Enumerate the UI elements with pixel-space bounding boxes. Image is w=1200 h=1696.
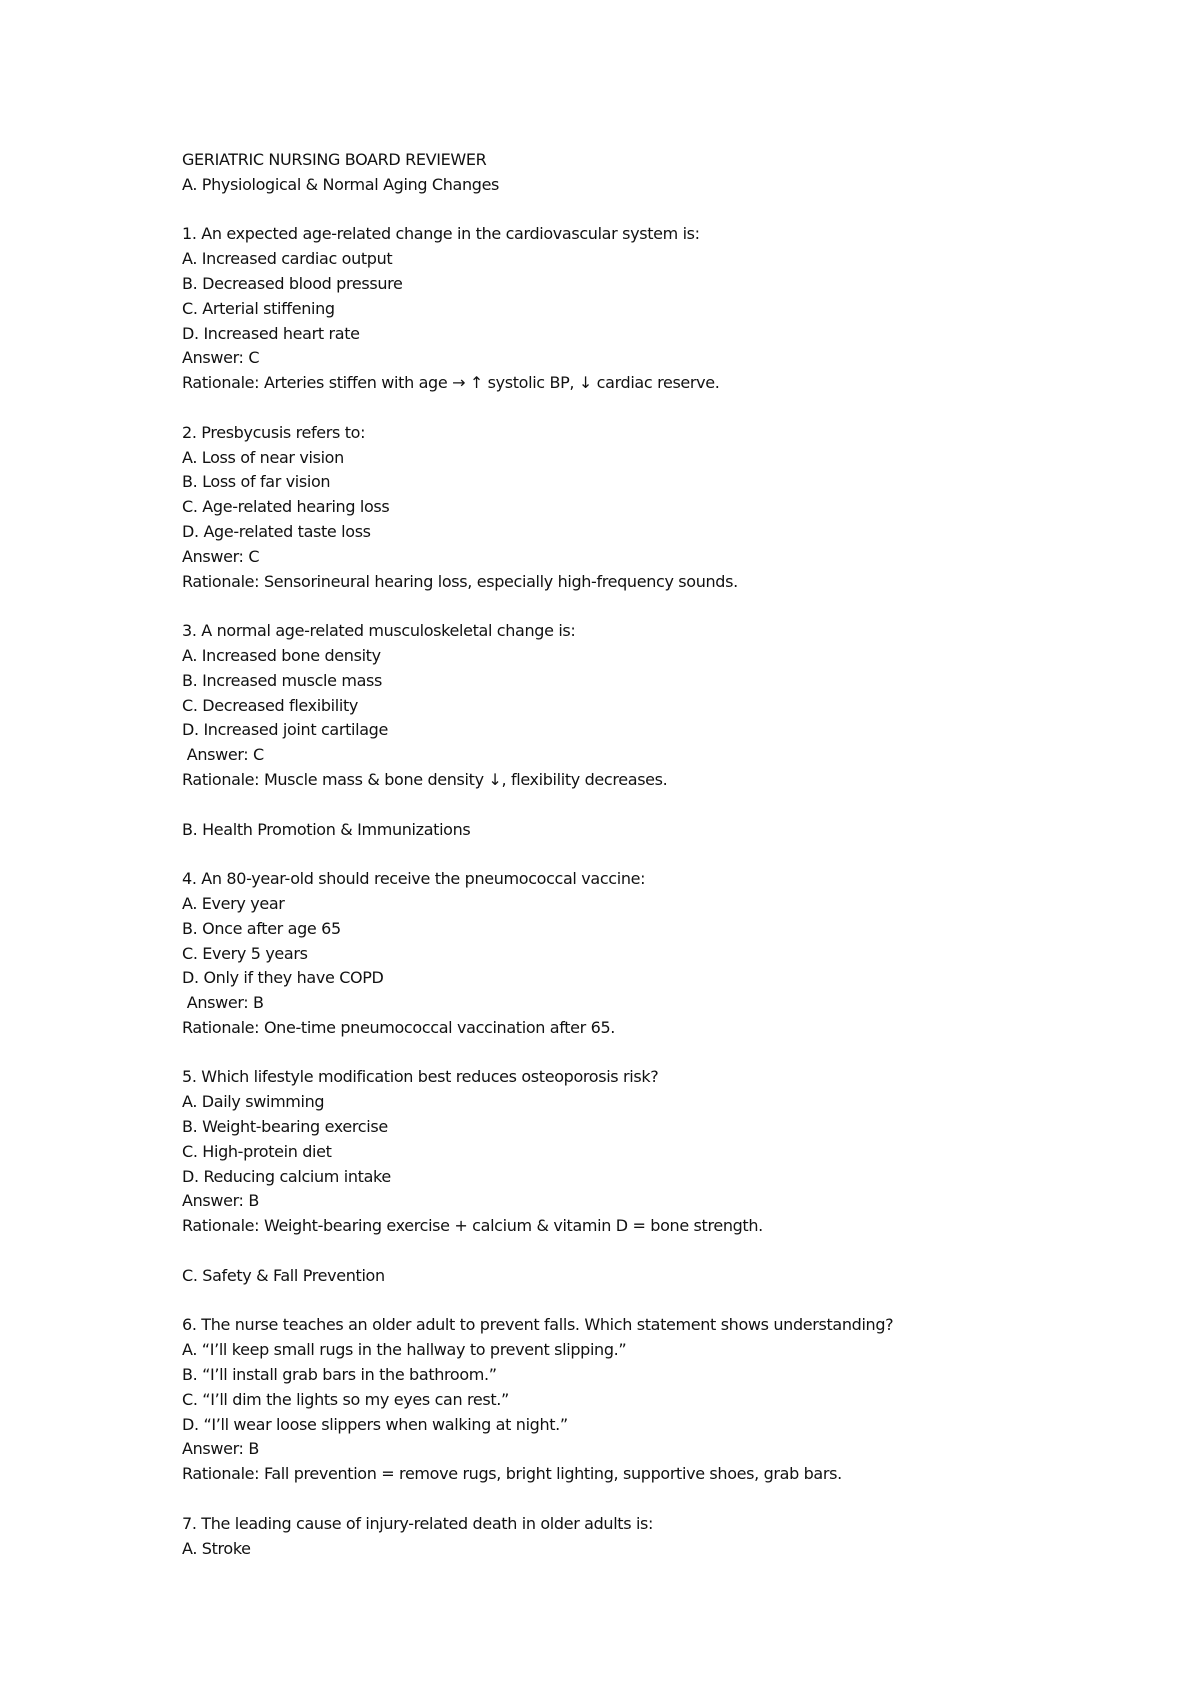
- question-stem: 2. Presbycusis refers to:: [182, 422, 366, 442]
- answer-option: D. Increased joint cartilage: [182, 720, 388, 740]
- answer-option: C. Arterial stiffening: [182, 298, 335, 318]
- question-stem: 3. A normal age-related musculoskeletal change is:: [182, 621, 576, 641]
- rationale-line: Rationale: Weight-bearing exercise + calcium & vitamin D = bone strength.: [182, 1216, 763, 1236]
- rationale-line: Rationale: Fall prevention = remove rugs, bright lighting, supportive shoes, grab bars.: [182, 1464, 842, 1484]
- answer-option: A. Increased bone density: [182, 645, 381, 665]
- answer-option: D. Increased heart rate: [182, 323, 360, 343]
- answer-option: C. “I’ll dim the lights so my eyes can rest.”: [182, 1389, 509, 1409]
- answer-line: Answer: C: [182, 348, 260, 368]
- answer-option: D. “I’ll wear loose slippers when walking at night.”: [182, 1414, 568, 1434]
- blank-line: [182, 198, 1142, 223]
- answer-option: B. Once after age 65: [182, 918, 341, 938]
- answer-option: C. Decreased flexibility: [182, 695, 358, 715]
- document-title: GERIATRIC NURSING BOARD REVIEWER: [182, 150, 487, 169]
- rationale-line: Rationale: Sensorineural hearing loss, especially high-frequency sounds.: [182, 571, 738, 591]
- answer-line: Answer: B: [182, 1439, 259, 1459]
- rationale-line: Rationale: Arteries stiffen with age → ↑ systolic BP, ↓ cardiac reserve.: [182, 373, 720, 393]
- question-stem: 1. An expected age-related change in the cardiovascular system is:: [182, 224, 700, 244]
- blank-line: [182, 1289, 1142, 1314]
- answer-option: B. “I’ll install grab bars in the bathroom.”: [182, 1365, 497, 1385]
- question-stem: 7. The leading cause of injury-related death in older adults is:: [182, 1513, 654, 1533]
- question-stem: 6. The nurse teaches an older adult to prevent falls. Which statement shows understanding?: [182, 1315, 894, 1335]
- answer-option: C. Every 5 years: [182, 943, 308, 963]
- document-body: [182, 148, 1142, 1561]
- answer-option: A. Daily swimming: [182, 1092, 325, 1112]
- answer-option: B. Decreased blood pressure: [182, 273, 403, 293]
- answer-option: A. Every year: [182, 893, 285, 913]
- answer-option: A. Loss of near vision: [182, 447, 344, 467]
- blank-line: [182, 793, 1142, 818]
- answer-option: A. Stroke: [182, 1538, 251, 1558]
- question-stem: 4. An 80-year-old should receive the pneumococcal vaccine:: [182, 869, 646, 889]
- answer-option: A. “I’ll keep small rugs in the hallway to prevent slipping.”: [182, 1340, 627, 1360]
- answer-line: Answer: C: [182, 745, 264, 765]
- answer-option: D. Age-related taste loss: [182, 521, 371, 541]
- section-heading: C. Safety & Fall Prevention: [182, 1265, 385, 1285]
- answer-option: D. Only if they have COPD: [182, 968, 384, 988]
- blank-line: [182, 842, 1142, 867]
- section-heading: A. Physiological & Normal Aging Changes: [182, 174, 500, 194]
- rationale-line: Rationale: Muscle mass & bone density ↓, flexibility decreases.: [182, 769, 668, 789]
- question-stem: 5. Which lifestyle modification best reduces osteoporosis risk?: [182, 1067, 659, 1087]
- blank-line: [182, 396, 1142, 421]
- answer-line: Answer: B: [182, 993, 264, 1013]
- rationale-line: Rationale: One-time pneumococcal vaccination after 65.: [182, 1017, 616, 1037]
- section-heading: B. Health Promotion & Immunizations: [182, 819, 471, 839]
- answer-option: B. Weight-bearing exercise: [182, 1117, 388, 1137]
- answer-option: D. Reducing calcium intake: [182, 1166, 391, 1186]
- blank-line: [182, 1041, 1142, 1066]
- blank-line: [182, 594, 1142, 619]
- answer-option: C. High-protein diet: [182, 1141, 332, 1161]
- answer-option: B. Loss of far vision: [182, 472, 331, 492]
- blank-line: [182, 1239, 1142, 1264]
- answer-option: B. Increased muscle mass: [182, 670, 382, 690]
- blank-line: [182, 1487, 1142, 1512]
- answer-option: A. Increased cardiac output: [182, 249, 393, 269]
- answer-line: Answer: B: [182, 1191, 259, 1211]
- answer-option: C. Age-related hearing loss: [182, 497, 390, 517]
- answer-line: Answer: C: [182, 546, 260, 566]
